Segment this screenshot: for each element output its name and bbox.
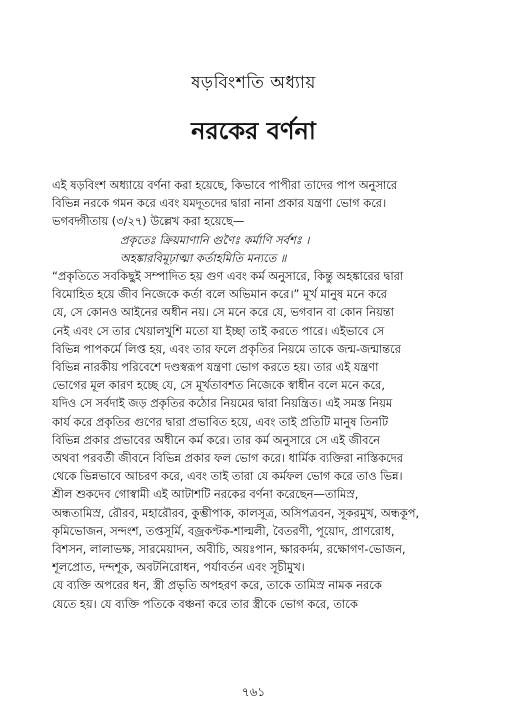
text-line: বিশসন, লালাভক্ষ, সারমেয়াদন, অবীচি, অয়ঃপান, ক্ষারকর্দম, রক্ষোগণ-ভোজন, <box>52 542 406 557</box>
text-line: অন্ধতামিস্র, রৌরব, মহারৌরব, কুম্ভীপাক, কালসূত্র, অসিপত্রবন, সূকরমুখ, অন্ধকূপ, <box>52 505 420 520</box>
text-line: বিভিন্ন নারকীয় পরিবেশে দণ্ডস্বরূপ যন্ত্রণা ভোগ করতে হয়। তার এই যন্ত্রণা <box>52 360 379 375</box>
text-line: বিভিন্ন পাপকর্মে লিপ্ত হয়, এবং তার ফলে প্রকৃতির নিয়মে তাকে জন্ম-জন্মান্তরে <box>52 341 401 356</box>
text-line: ভগবদ্গীতায় (৩/২৭) উল্লেখ করা হয়েছে— <box>52 214 245 229</box>
page-title: নরকের বর্ণনা <box>191 117 316 145</box>
text-line: যেতে হয়। যে ব্যক্তি পতিকে বঞ্চনা করে তার স্ত্রীকে ভোগ করে, তাকে <box>52 596 358 611</box>
text-line: অথবা পরবর্তী জীবনে বিভিন্ন প্রকার ফল ভোগ করে। ধার্মিক ব্যক্তিরা নাস্তিকদের <box>52 451 403 466</box>
text-line: বিমোহিত হয়ে জীব নিজেকে কর্তা বলে অভিমান করে।” মূর্খ মানুষ মনে করে <box>52 287 387 302</box>
text-line: কার্য করে প্রকৃতির গুণের দ্বারা প্রভাবিত হয়ে, এবং তাই প্রতিটি মানুষ তিনটি <box>52 414 389 429</box>
text-line: কৃমিভোজন, সন্দংশ, তপ্তসূর্মি, বজ্রকণ্টক-শাল্মলী, বৈতরণী, পূয়োদ, প্রাণরোধ, <box>52 523 395 538</box>
text-line: যদিও সে সর্বদাই জড় প্রকৃতির কঠোর নিয়মের দ্বারা নিয়ন্ত্রিত। এই সমস্ত নিয়ম <box>52 396 393 411</box>
chapter-heading: ষড়বিংশতি অধ্যায় <box>191 73 316 93</box>
text-line: যে, সে কোনও আইনের অধীন নয়। সে মনে করে যে, ভগবান বা কোন নিয়ন্তা <box>52 305 394 320</box>
text-line: শ্রীল শুকদেব গোস্বামী এই আটাশটি নরকের বর্ণনা করেছেন—তামিস্র, <box>52 487 359 502</box>
text-line: “প্রকৃতিতে সবকিছুই সম্পাদিত হয় গুণ এবং কর্ম অনুসারে, কিন্তু অহঙ্কারের দ্বারা <box>52 269 404 284</box>
body-text <box>52 176 472 613</box>
verse-line: প্রকৃতেঃ ক্রিয়মাণানি গুণৈঃ কর্মাণি সর্বশঃ । <box>120 232 310 247</box>
text-line: বিভিন্ন নরকে গমন করে এবং যমদূতদের দ্বারা নানা প্রকার যন্ত্রণা ভোগ করে। <box>52 196 387 211</box>
text-line: থেকে ভিন্নভাবে আচরণ করে, এবং তাই তারা যে কর্মফল ভোগ করে তাও ভিন্ন। <box>52 469 403 484</box>
text-line: নেই এবং সে তার খেয়ালখুশি মতো যা ইচ্ছা তাই করতে পারে। এইভাবে সে <box>52 323 385 338</box>
text-line: ভোগের মূল কারণ হচ্ছে যে, সে মূর্খতাবশত নিজেকে স্বাধীন বলে মনে করে, <box>52 378 385 393</box>
text-line: শূলপ্রোত, দন্দশূক, অবটনিরোধন, পর্যাবর্তন এবং সূচীমুখ। <box>52 560 305 575</box>
text-line: এই ষড়বিংশ অধ্যায়ে বর্ণনা করা হয়েছে, কিভাবে পাপীরা তাদের পাপ অনুসারে <box>52 178 398 192</box>
text-line: যে ব্যক্তি অপরের ধন, স্ত্রী প্রভৃতি অপহরণ করে, তাকে তামিস্র নামক নরকে <box>52 578 382 593</box>
text-line: বিভিন্ন প্রকার প্রভাবের অধীনে কর্ম করে। তার কর্ম অনুসারে সে এই জীবনে <box>52 432 380 447</box>
page-number: ৭৬১ <box>241 685 266 699</box>
verse-line: অহঙ্কারবিমূঢ়াত্মা কর্তাহমিতি মন্যতে ॥ <box>120 250 287 265</box>
